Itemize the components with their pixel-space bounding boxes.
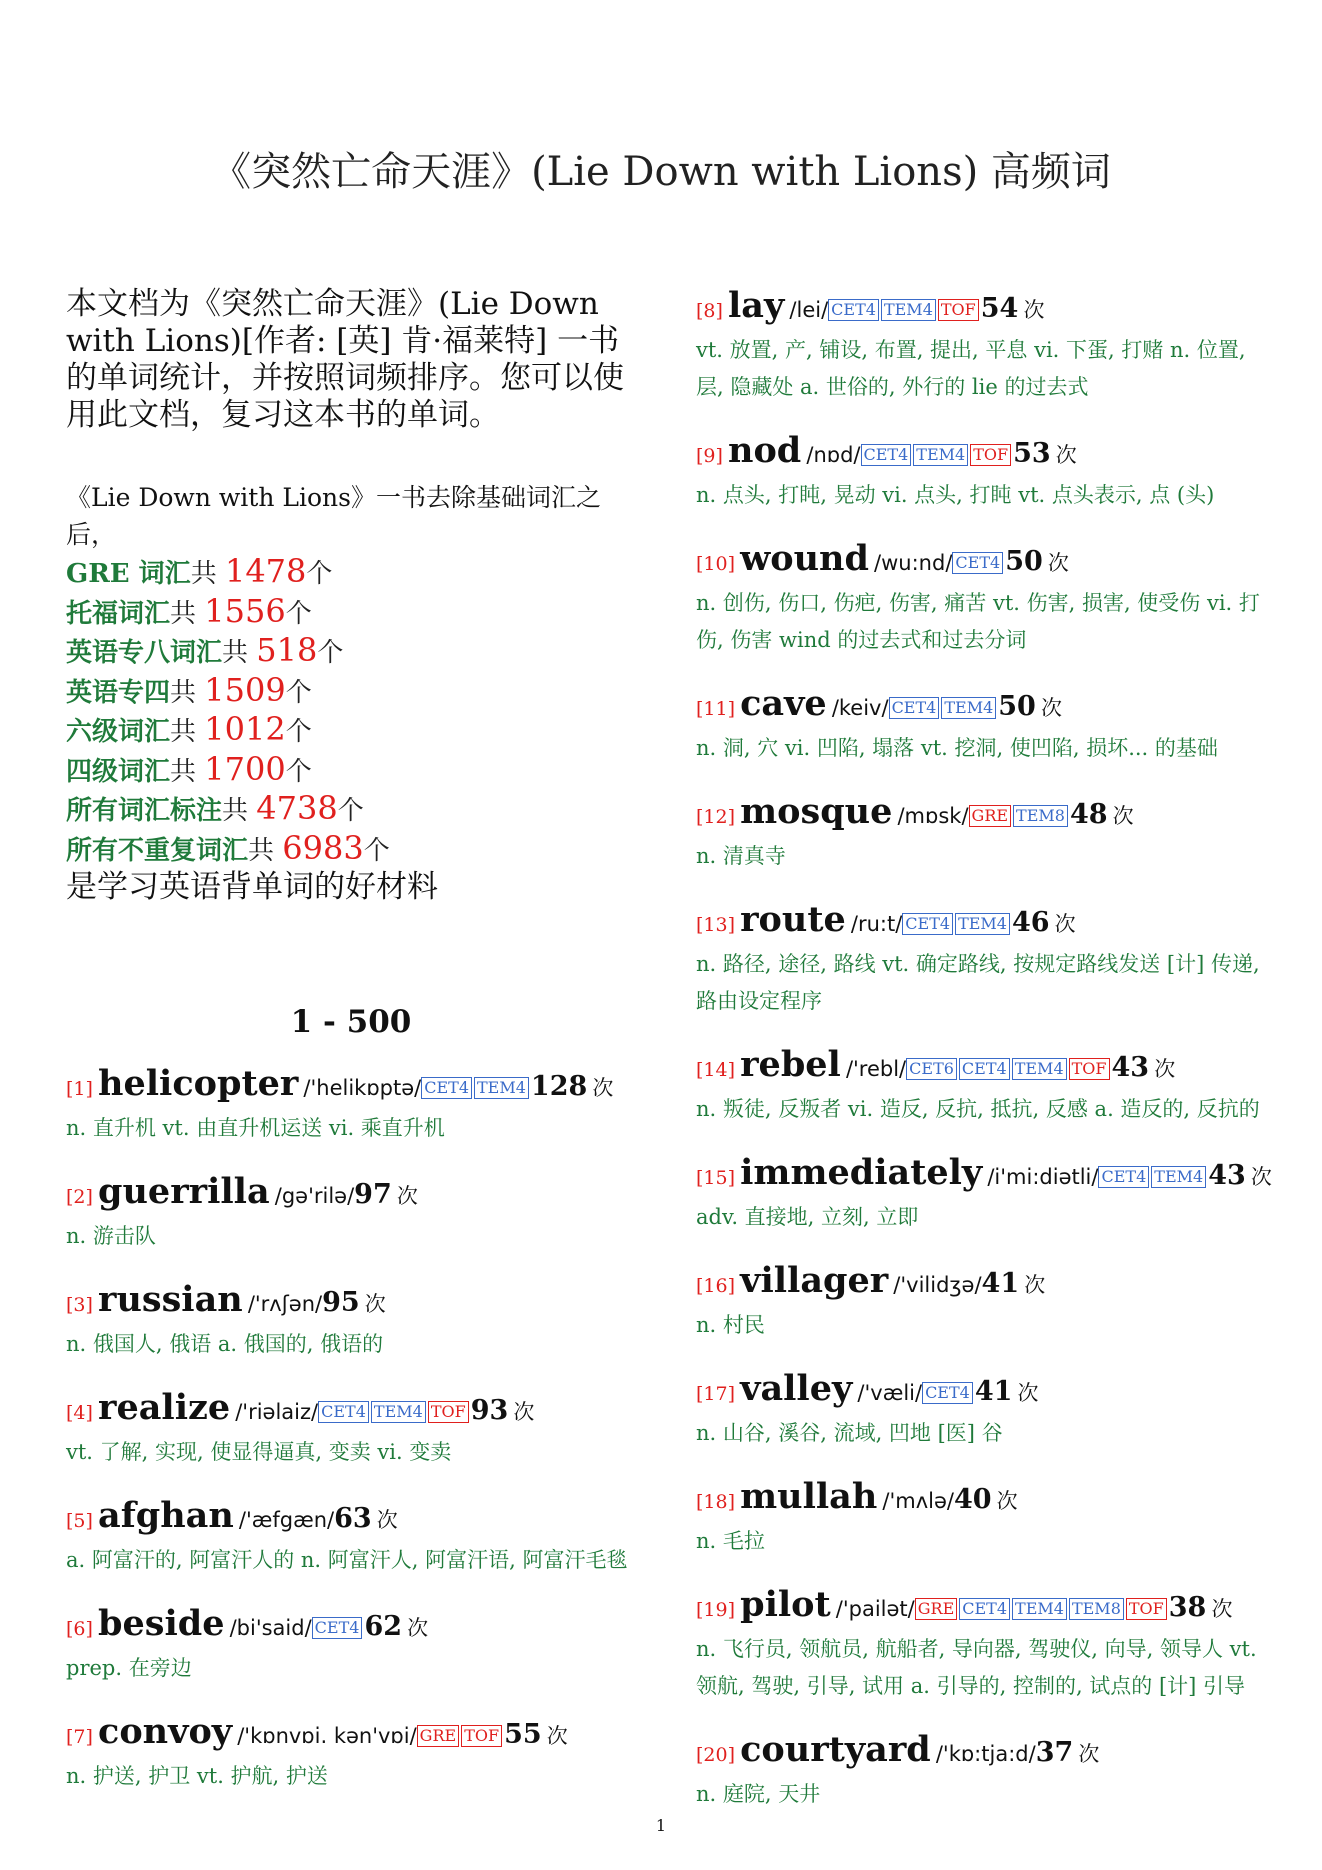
- entry-definition: n. 村民: [696, 1313, 765, 1337]
- entry-word: realize: [98, 1386, 231, 1428]
- entry-header: [696, 1730, 1276, 1776]
- entry-index: [8]: [696, 300, 723, 322]
- exam-tag-badge: TEM4: [913, 444, 968, 466]
- exam-tag-badge: CET6: [906, 1058, 957, 1080]
- entry-list-left: [66, 1064, 636, 1795]
- entry-frequency: 55: [504, 1718, 542, 1750]
- entry-definition: n. 护送, 护卫 vt. 护航, 护送: [66, 1763, 328, 1788]
- entry-phonetic: /lei/: [789, 298, 829, 322]
- entry-definition: n. 叛徒, 反叛者 vi. 造反, 反抗, 抵抗, 反感 a. 造反的, 反抗的: [696, 1097, 1260, 1121]
- entry-definition: n. 清真寺: [696, 844, 786, 868]
- entry-header: [66, 1388, 636, 1434]
- entry-definition: n. 庭院, 天井: [696, 1782, 821, 1806]
- entry-frequency: 93: [470, 1394, 509, 1426]
- exam-tag-badge: CET4: [828, 299, 879, 321]
- stat-row: [66, 553, 636, 593]
- entry-header: [66, 1604, 636, 1650]
- entry-header: [66, 1496, 636, 1542]
- exam-tag-badge: TOF: [970, 444, 1011, 466]
- word-entry: [696, 1261, 1276, 1344]
- entry-index: [15]: [696, 1167, 736, 1189]
- entry-index: [19]: [696, 1599, 736, 1621]
- frequency-unit: 次: [513, 1399, 535, 1424]
- word-entry: [696, 1153, 1276, 1236]
- exam-tag-badge: TEM8: [1069, 1598, 1124, 1620]
- entry-index: [4]: [66, 1401, 93, 1424]
- exam-tag-badge: GRE: [915, 1598, 958, 1620]
- frequency-unit: 次: [1023, 298, 1045, 322]
- stat-unit: 个: [285, 598, 312, 629]
- entry-word: rebel: [740, 1044, 841, 1085]
- stat-joiner: 共: [190, 559, 225, 589]
- word-entry: [66, 1280, 636, 1363]
- entry-phonetic: /'kɒnvɒi. kən'vɒi/: [237, 1723, 417, 1748]
- word-entry: [696, 1369, 1276, 1452]
- frequency-unit: 次: [407, 1615, 429, 1640]
- entry-list-right: [696, 286, 1276, 1813]
- exam-tag-badge: GRE: [969, 805, 1012, 827]
- frequency-unit: 次: [364, 1291, 386, 1316]
- entry-phonetic: /'rebl/: [845, 1057, 907, 1081]
- entry-frequency: 50: [1005, 546, 1043, 577]
- exam-tag-badge: CET4: [1098, 1166, 1149, 1188]
- entry-word: valley: [740, 1368, 853, 1409]
- exam-tag-badge: TEM8: [1013, 805, 1068, 827]
- entry-definition: n. 路径, 途径, 路线 vt. 确定路线, 按规定路线发送 [计] 传递, 路由设定程序: [696, 952, 1260, 1013]
- entry-frequency: 40: [953, 1484, 992, 1515]
- entry-frequency: 50: [998, 691, 1036, 722]
- stat-unit: 个: [363, 835, 390, 866]
- left-column: [66, 286, 636, 1820]
- entry-index: [3]: [66, 1293, 93, 1316]
- frequency-unit: 次: [1047, 551, 1069, 575]
- entry-definition: vt. 放置, 产, 铺设, 布置, 提出, 平息 vi. 下蛋, 打赌 n. 位置, 层, 隐藏处 a. 世俗的, 外行的 lie 的过去式: [696, 338, 1246, 399]
- section-heading: 1 - 500: [290, 1003, 412, 1040]
- stat-label: 托福词汇: [66, 598, 171, 629]
- entry-word: immediately: [740, 1152, 983, 1193]
- entry-word: helicopter: [98, 1062, 299, 1104]
- entry-word: wound: [740, 538, 869, 579]
- word-entry: [66, 1064, 636, 1147]
- entry-phonetic: /'rʌʃən/: [247, 1291, 323, 1316]
- stat-unit: 个: [337, 796, 364, 826]
- exam-tag-badge: CET4: [902, 913, 953, 935]
- entry-header: [696, 792, 1276, 838]
- exam-tag-badge: CET4: [861, 444, 912, 466]
- entry-word: guerrilla: [98, 1170, 270, 1212]
- exam-tag-badge: CET4: [952, 552, 1003, 574]
- exam-tag-badge: TOF: [1069, 1058, 1110, 1080]
- entry-word: cave: [740, 683, 827, 724]
- frequency-unit: 次: [1112, 804, 1134, 828]
- entry-definition: n. 点头, 打盹, 晃动 vi. 点头, 打盹 vt. 点头表示, 点 (头): [696, 483, 1215, 507]
- entry-index: [11]: [696, 698, 736, 720]
- entry-definition: n. 创伤, 伤口, 伤疤, 伤害, 痛苦 vt. 伤害, 损害, 使受伤 vi. 打伤, 伤害 wind 的过去式和过去分词: [696, 591, 1260, 652]
- exam-tag-badge: TEM4: [955, 913, 1010, 935]
- entry-header: [696, 1261, 1276, 1307]
- page-title: 《突然亡命天涯》(Lie Down with Lions) 高频词: [211, 149, 1111, 195]
- frequency-unit: 次: [1250, 1165, 1272, 1189]
- stat-joiner: 共: [222, 796, 257, 826]
- entry-phonetic: /gə'rilə/: [274, 1183, 355, 1208]
- exam-tag-badge: CET4: [922, 1382, 973, 1404]
- stat-value: 518: [256, 631, 318, 669]
- stat-row: [66, 790, 636, 830]
- entry-phonetic: /'riəlaiz/: [235, 1399, 319, 1424]
- exam-tag-badge: TOF: [938, 299, 979, 321]
- exam-tag-badge: CET4: [959, 1058, 1010, 1080]
- entry-phonetic: /'æfgæn/: [238, 1507, 335, 1532]
- stat-label: 英语专四: [66, 677, 171, 708]
- stat-row: [66, 593, 636, 633]
- entry-word: pilot: [740, 1584, 831, 1625]
- word-entry: [696, 1585, 1276, 1705]
- stat-label: GRE 词汇: [66, 559, 191, 589]
- entry-header: [696, 286, 1276, 332]
- exam-tag-badge: TEM4: [881, 299, 936, 321]
- entry-frequency: 54: [980, 293, 1019, 324]
- frequency-unit: 次: [396, 1183, 418, 1208]
- stat-row: [66, 830, 636, 870]
- vocabulary-stats: [66, 480, 636, 906]
- intro-paragraph: 本文档为《突然亡命天涯》(Lie Down with Lions)[作者: [英] 肯·福莱特] 一书的单词统计，并按照词频排序。您可以使用此文档，复习这本书的单词。: [66, 286, 624, 433]
- stat-row: [66, 672, 636, 712]
- entry-index: [17]: [696, 1383, 736, 1405]
- entry-phonetic: /ru:t/: [850, 912, 903, 936]
- exam-tag-badge: TEM4: [1012, 1598, 1067, 1620]
- stat-value: 1012: [204, 710, 286, 748]
- page-number: 1: [655, 1816, 667, 1835]
- exam-tag-badge: TOF: [1126, 1598, 1167, 1620]
- entry-header: [696, 684, 1276, 730]
- stat-unit: 个: [285, 717, 312, 747]
- exam-tag-badge: TEM4: [371, 1401, 426, 1423]
- entry-header: [696, 1153, 1276, 1199]
- stat-joiner: 共: [170, 717, 205, 747]
- entry-word: villager: [740, 1260, 889, 1301]
- entry-phonetic: /'pailət/: [835, 1597, 915, 1621]
- entry-phonetic: /mɒsk/: [897, 804, 969, 828]
- frequency-unit: 次: [1017, 1381, 1039, 1405]
- right-column: [696, 286, 1276, 1838]
- entry-definition: adv. 直接地, 立刻, 立即: [696, 1205, 919, 1229]
- entry-phonetic: /'væli/: [857, 1381, 923, 1405]
- word-entry: [696, 1477, 1276, 1560]
- entry-word: route: [740, 899, 846, 940]
- stat-label: 六级词汇: [66, 717, 171, 747]
- stat-value: 1478: [224, 552, 307, 590]
- stat-row: [66, 751, 636, 791]
- frequency-unit: 次: [1055, 443, 1077, 467]
- frequency-unit: 次: [546, 1723, 568, 1748]
- stat-value: 6983: [282, 828, 364, 867]
- entry-definition: prep. 在旁边: [66, 1655, 192, 1680]
- entry-definition: n. 飞行员, 领航员, 航船者, 导向器, 驾驶仪, 向导, 领导人 vt. 领航, 驾驶, 引导, 试用 a. 引导的, 控制的, 试点的 [计] 引导: [696, 1637, 1257, 1698]
- entry-index: [16]: [696, 1275, 736, 1297]
- entry-index: [5]: [66, 1509, 93, 1532]
- frequency-unit: 次: [592, 1075, 614, 1100]
- entry-word: beside: [98, 1602, 225, 1644]
- entry-frequency: 43: [1208, 1160, 1246, 1191]
- stat-value: 1509: [204, 670, 286, 709]
- entry-definition: vt. 了解, 实现, 使显得逼真, 变卖 vi. 变卖: [66, 1439, 452, 1464]
- entry-index: [20]: [696, 1744, 736, 1766]
- entry-definition: n. 毛拉: [696, 1529, 765, 1553]
- stat-label: 所有词汇标注: [66, 796, 223, 826]
- stat-joiner: 共: [222, 638, 257, 668]
- word-entry: [66, 1712, 636, 1795]
- entry-phonetic: /i'mi:diətli/: [987, 1165, 1099, 1189]
- word-entry: [696, 286, 1276, 406]
- entry-header: [696, 539, 1276, 585]
- frequency-unit: 次: [1024, 1273, 1046, 1297]
- word-entry: [66, 1604, 636, 1687]
- exam-tag-badge: TOF: [428, 1401, 469, 1423]
- entry-index: [13]: [696, 914, 736, 936]
- entry-frequency: 41: [981, 1268, 1020, 1299]
- word-entry: [696, 1730, 1276, 1813]
- word-entry: [696, 1045, 1276, 1128]
- stat-value: 1700: [204, 749, 286, 788]
- exam-tag-badge: TEM4: [1151, 1166, 1206, 1188]
- entry-definition: n. 直升机 vt. 由直升机运送 vi. 乘直升机: [66, 1115, 445, 1140]
- entry-definition: a. 阿富汗的, 阿富汗人的 n. 阿富汗人, 阿富汗语, 阿富汗毛毯: [66, 1547, 628, 1572]
- entry-phonetic: /nɒd/: [806, 443, 861, 467]
- stat-joiner: 共: [170, 677, 205, 708]
- entry-word: mullah: [740, 1476, 878, 1517]
- entry-header: [696, 1045, 1276, 1091]
- exam-tag-badge: TEM4: [474, 1077, 529, 1099]
- entry-word: lay: [728, 285, 785, 326]
- entry-header: [66, 1172, 636, 1218]
- word-entry: [696, 684, 1276, 767]
- exam-tag-badge: CET4: [889, 697, 940, 719]
- stat-unit: 个: [317, 638, 344, 668]
- stat-joiner: 共: [170, 756, 205, 787]
- word-entry: [696, 431, 1276, 514]
- entry-word: convoy: [98, 1710, 233, 1752]
- entry-index: [1]: [66, 1077, 93, 1100]
- frequency-unit: 次: [1154, 1057, 1176, 1081]
- entry-definition: n. 洞, 穴 vi. 凹陷, 塌落 vt. 挖洞, 使凹陷, 损坏... 的基础: [696, 736, 1218, 760]
- entry-definition: n. 山谷, 溪谷, 流域, 凹地 [医] 谷: [696, 1421, 1003, 1445]
- entry-frequency: 53: [1013, 438, 1051, 469]
- stat-label: 英语专八词汇: [66, 638, 223, 668]
- entry-index: [6]: [66, 1617, 93, 1640]
- entry-word: russian: [98, 1278, 243, 1320]
- entry-frequency: 43: [1111, 1052, 1150, 1083]
- entry-header: [696, 1477, 1276, 1523]
- entry-phonetic: /'mʌlə/: [882, 1489, 954, 1513]
- stat-row: [66, 632, 636, 672]
- entry-frequency: 37: [1035, 1737, 1074, 1768]
- entry-index: [10]: [696, 553, 736, 575]
- stat-unit: 个: [285, 756, 312, 787]
- entry-header: [696, 900, 1276, 946]
- entry-phonetic: /wu:nd/: [874, 551, 953, 575]
- exam-tag-badge: TEM4: [941, 697, 996, 719]
- entry-frequency: 38: [1168, 1592, 1207, 1623]
- entry-frequency: 48: [1069, 799, 1108, 830]
- stat-joiner: 共: [170, 598, 205, 629]
- word-entry: [696, 792, 1276, 875]
- entry-phonetic: /'helikɒptə/: [303, 1075, 422, 1100]
- stat-row: [66, 711, 636, 751]
- stat-unit: 个: [285, 677, 312, 708]
- entry-index: [14]: [696, 1059, 736, 1081]
- entry-word: mosque: [740, 791, 893, 832]
- entry-index: [18]: [696, 1491, 736, 1513]
- entry-word: nod: [728, 430, 802, 471]
- entry-header: [66, 1064, 636, 1110]
- entry-header: [696, 431, 1276, 477]
- exam-tag-badge: TOF: [461, 1725, 502, 1747]
- entry-header: [696, 1369, 1276, 1415]
- entry-frequency: 97: [354, 1178, 392, 1210]
- exam-tag-badge: CET4: [421, 1077, 472, 1099]
- entry-frequency: 63: [334, 1502, 372, 1534]
- entry-phonetic: /keiv/: [831, 696, 889, 720]
- entry-index: [12]: [696, 806, 736, 828]
- entry-frequency: 95: [322, 1286, 360, 1318]
- entry-frequency: 62: [364, 1610, 403, 1642]
- frequency-unit: 次: [376, 1507, 398, 1532]
- entry-header: [696, 1585, 1276, 1631]
- stats-lead: 《Lie Down with Lions》一书去除基础词汇之后，: [66, 483, 601, 549]
- stats-closing: 是学习英语背单词的好材料: [66, 869, 438, 905]
- word-entry: [66, 1496, 636, 1579]
- entry-index: [9]: [696, 445, 723, 467]
- frequency-unit: 次: [1078, 1742, 1100, 1766]
- entry-header: [66, 1280, 636, 1326]
- frequency-unit: 次: [1040, 696, 1062, 720]
- stat-value: 4738: [256, 789, 338, 827]
- entry-phonetic: /'kɒ:tja:d/: [935, 1742, 1036, 1766]
- exam-tag-badge: CET4: [318, 1401, 369, 1423]
- word-entry: [696, 539, 1276, 659]
- entry-header: [66, 1712, 636, 1758]
- frequency-unit: 次: [1054, 912, 1076, 936]
- entry-frequency: 128: [530, 1070, 588, 1102]
- entry-index: [2]: [66, 1185, 93, 1208]
- exam-tag-badge: GRE: [417, 1725, 460, 1747]
- stat-label: 所有不重复词汇: [66, 835, 249, 866]
- stat-label: 四级词汇: [66, 756, 171, 787]
- entry-word: afghan: [98, 1494, 234, 1536]
- entry-frequency: 46: [1011, 907, 1050, 938]
- stat-value: 1556: [204, 591, 286, 630]
- word-entry: [66, 1172, 636, 1255]
- word-entry: [66, 1388, 636, 1471]
- entry-frequency: 41: [974, 1376, 1013, 1407]
- exam-tag-badge: CET4: [959, 1598, 1010, 1620]
- entry-phonetic: /'vilidʒə/: [893, 1273, 982, 1297]
- exam-tag-badge: CET4: [312, 1617, 363, 1639]
- entry-index: [7]: [66, 1725, 93, 1748]
- stat-joiner: 共: [248, 835, 283, 866]
- entry-definition: n. 俄国人, 俄语 a. 俄国的, 俄语的: [66, 1331, 384, 1356]
- frequency-unit: 次: [1211, 1597, 1233, 1621]
- word-entry: [696, 900, 1276, 1020]
- entry-definition: n. 游击队: [66, 1223, 156, 1248]
- entry-phonetic: /bi'said/: [229, 1615, 312, 1640]
- entry-word: courtyard: [740, 1729, 931, 1770]
- exam-tag-badge: TEM4: [1012, 1058, 1067, 1080]
- stat-unit: 个: [306, 559, 333, 589]
- frequency-unit: 次: [996, 1489, 1018, 1513]
